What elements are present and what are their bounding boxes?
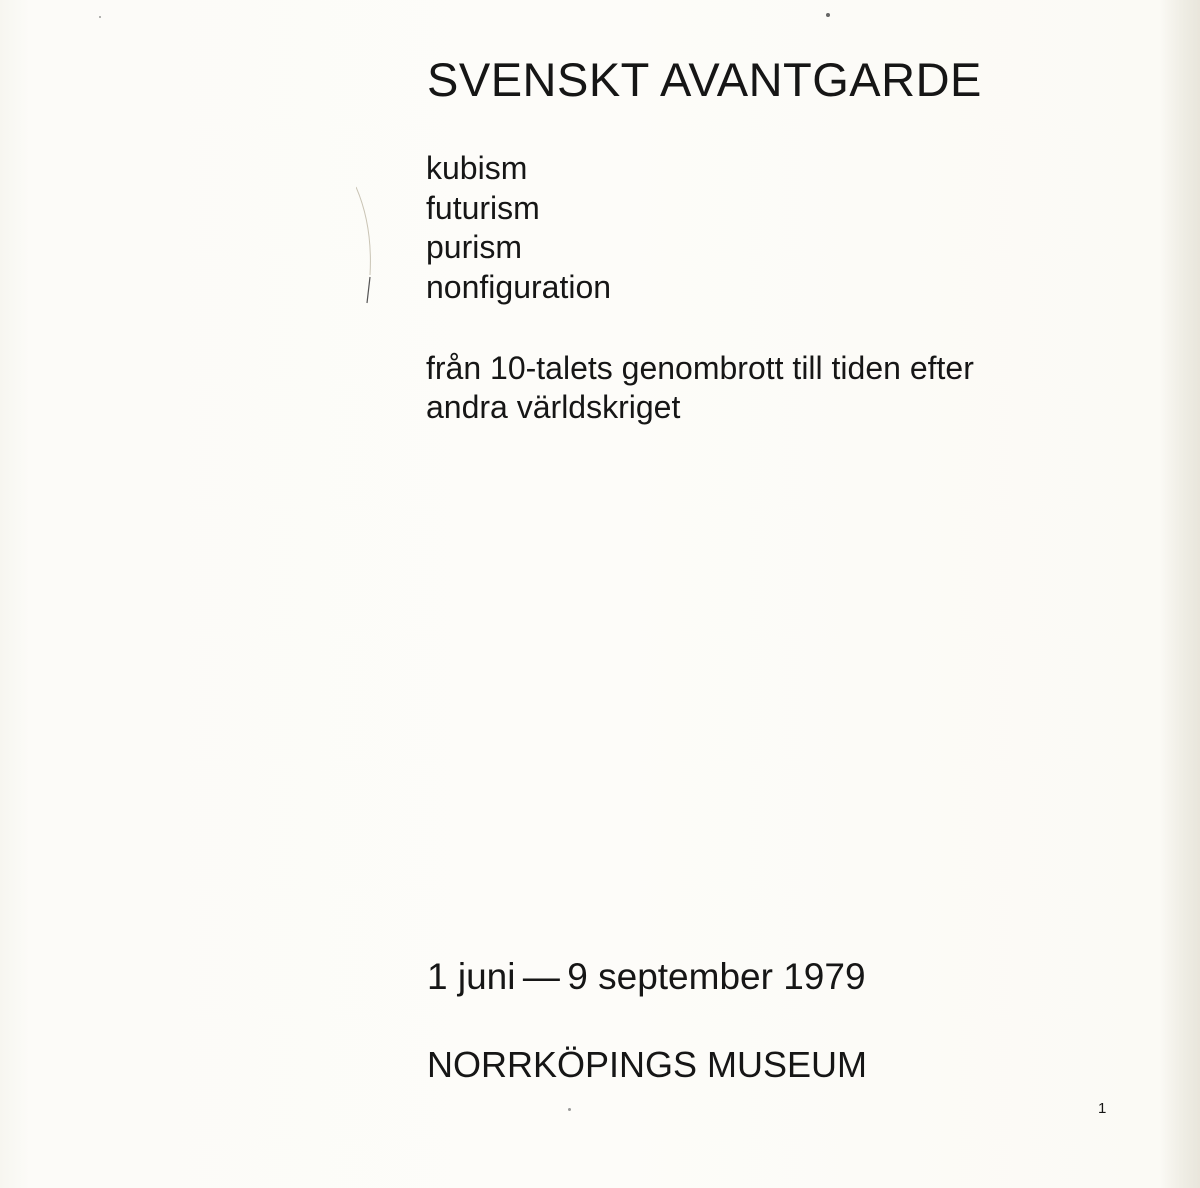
art-movements-list [426,149,611,307]
movement-item: nonfiguration [426,268,612,305]
subtitle-line: andra världskriget [426,389,681,425]
paper-crease-mark [356,185,378,305]
dust-speck [99,16,101,18]
exhibition-subtitle [426,349,1126,427]
dust-speck [826,13,830,17]
dust-speck [568,1108,571,1111]
movement-item: kubism [426,150,528,186]
movement-item: futurism [426,189,540,226]
page-edge-shadow [1160,0,1200,1188]
exhibition-title: SVENSKT AVANTGARDE [427,53,982,106]
subtitle-line: från 10-talets genombrott till tiden efter [426,350,974,386]
page-number: 1 [1098,1100,1107,1117]
exhibition-dates: 1 juni — 9 september 1979 [427,956,866,997]
museum-name: NORRKÖPINGS MUSEUM [427,1044,868,1085]
movement-item: purism [426,229,523,265]
